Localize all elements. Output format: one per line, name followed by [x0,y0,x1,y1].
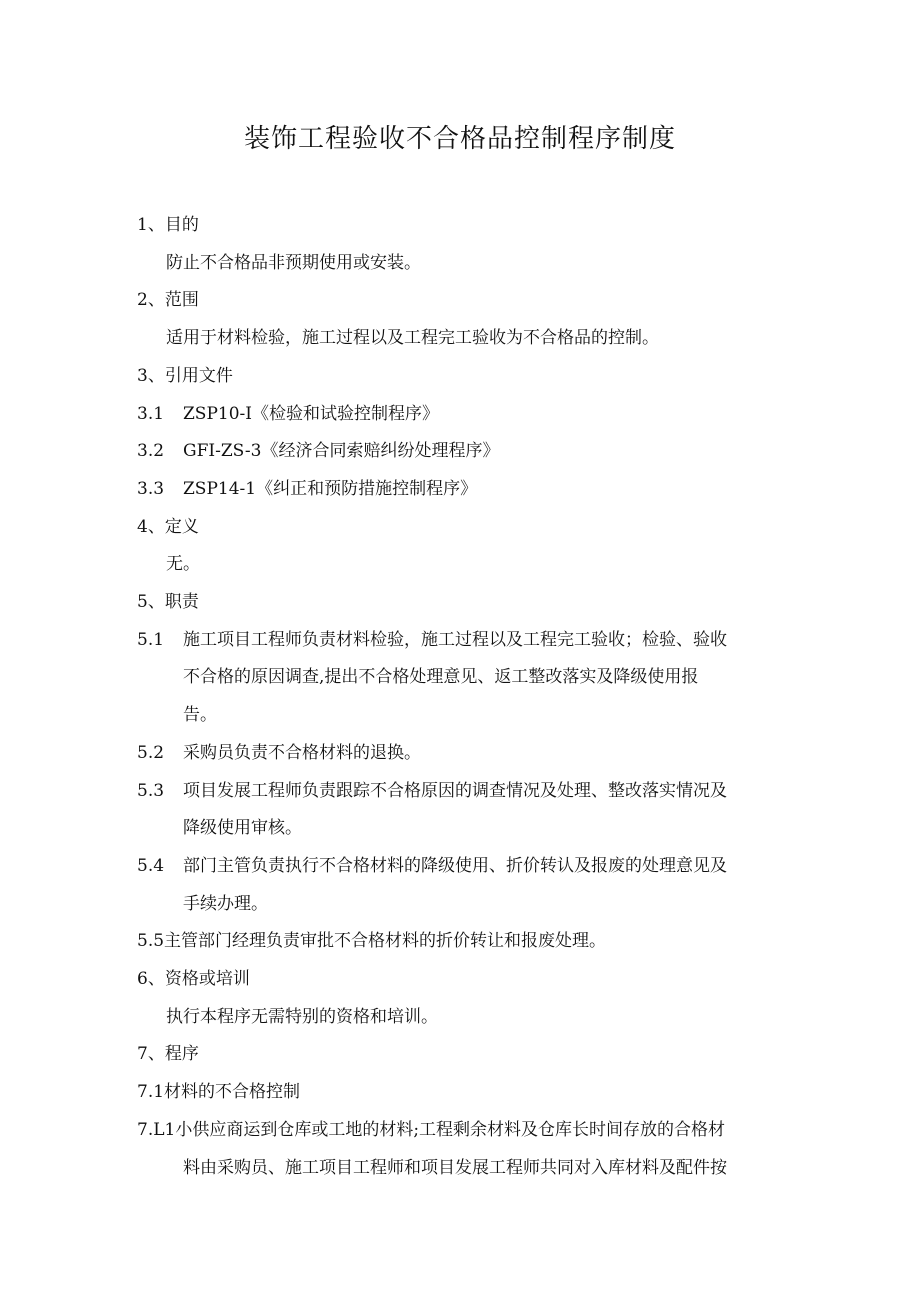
section-heading: 5、职责 [137,592,199,613]
numbered-item [137,735,797,773]
numbered-item [137,396,797,434]
section-heading: 2、范围 [137,290,199,311]
section-heading: 7、程序 [137,1044,199,1065]
continuation-line: 手续办理。 [183,893,268,914]
section-heading: 3、引用文件 [137,365,233,386]
numbered-item [137,773,797,811]
continuation-line: 告。 [183,705,217,726]
item-text: 项目发展工程师负责跟踪不合格原因的调查情况及处理、整改落实情况及 [183,780,727,801]
item-number: 5.1 [137,629,165,650]
numbered-item [137,471,797,509]
section-heading: 1、目的 [137,215,199,235]
continuation-line: 不合格的原因调查,提出不合格处理意见、返工整改落实及降级使用报 [183,667,699,688]
numbered-item [137,433,797,471]
paragraph: 无。 [166,554,200,575]
section-heading: 6、资格或培训 [137,969,250,990]
item-text: ZSP14-1《纠正和预防措施控制程序》 [183,478,478,499]
item-number: 3.1 [137,403,165,424]
continuation-line: 料由采购员、施工项目工程师和项目发展工程师共同对入库材料及配件按 [183,1157,727,1178]
item-number: 5.2 [137,742,165,763]
item-text: 部门主管负责执行不合格材料的降级使用、折价转认及报废的处理意见及 [183,855,727,876]
section-heading: 4、定义 [137,516,199,537]
item-number: 3.2 [137,441,165,462]
document-title: 装饰工程验收不合格品控制程序制度 [243,124,676,154]
item-text: GFI-ZS-3《经济合同索赔纠纷处理程序》 [183,441,500,462]
numbered-item [137,848,797,886]
continuation-line: 降级使用审核。 [183,818,302,839]
section-heading: 7.L1小供应商运到仓库或工地的材料;工程剩余材料及仓库长时间存放的合格材 [137,1119,726,1140]
section-heading: 7.1材料的不合格控制 [137,1082,301,1103]
item-text: 施工项目工程师负责材料检验，施工过程以及工程完工验收；检验、验收 [183,629,727,650]
document-body [137,207,797,1187]
section-heading: 5.5主管部门经理负责审批不合格材料的折价转让和报废处理。 [137,931,607,952]
item-text: 采购员负责不合格材料的退换。 [183,742,421,763]
paragraph: 执行本程序无需特别的资格和培训。 [166,1006,438,1027]
item-text: ZSP10-I《检验和试验控制程序》 [183,403,439,424]
paragraph: 适用于材料检验，施工过程以及工程完工验收为不合格品的控制。 [166,328,659,349]
numbered-item [137,622,797,660]
item-number: 5.4 [137,855,165,876]
item-number: 3.3 [137,478,165,499]
paragraph: 防止不合格品非预期使用或安装。 [166,252,421,273]
item-number: 5.3 [137,780,165,801]
